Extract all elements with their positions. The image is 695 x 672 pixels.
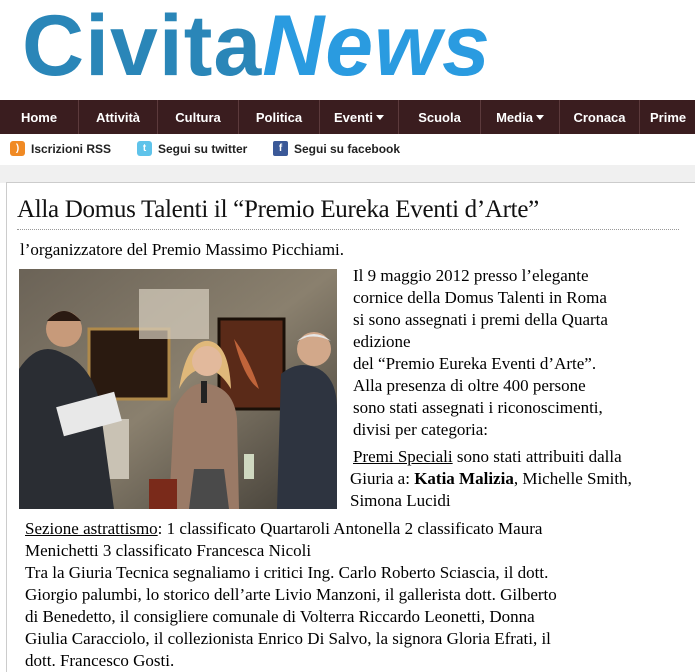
- nav-scuola[interactable]: Scuola: [399, 100, 481, 134]
- giuria-tecnica-line: di Benedetto, il consigliere comunale di Volterra Riccardo Leonetti, Donna: [25, 607, 535, 626]
- title-divider: [17, 229, 679, 230]
- nav-eventi[interactable]: Eventi: [320, 100, 399, 134]
- intro-line: si sono assegnati i premi della Quarta: [353, 310, 608, 329]
- facebook-link[interactable]: f Segui su facebook: [273, 141, 400, 156]
- nav-prime[interactable]: Prime: [640, 100, 695, 134]
- nav-politica[interactable]: Politica: [239, 100, 320, 134]
- twitter-icon: t: [137, 141, 152, 156]
- nav-home[interactable]: Home: [0, 100, 79, 134]
- premi-speciali-label: Premi Speciali: [353, 447, 453, 466]
- main-nav: [0, 100, 695, 134]
- logo-civita: Civita: [22, 0, 263, 94]
- site-logo[interactable]: [22, 0, 491, 96]
- nav-attivita[interactable]: Attività: [79, 100, 158, 134]
- winner-name: Katia Malizia: [414, 469, 514, 488]
- logo-news: News: [262, 0, 491, 94]
- winner-name: Quartaroli Antonella: [260, 519, 401, 538]
- nav-cronaca[interactable]: Cronaca: [560, 100, 640, 134]
- chevron-down-icon: [536, 115, 544, 120]
- facebook-icon: f: [273, 141, 288, 156]
- intro-line: Il 9 maggio 2012 presso l’elegante: [353, 266, 589, 285]
- sezione-line: Menichetti 3 classificato Francesca Nicoli: [25, 541, 312, 560]
- premi-speciali-line: Premi Speciali sono stati attribuiti dalla: [353, 447, 622, 466]
- nav-cultura[interactable]: Cultura: [158, 100, 239, 134]
- site-header: [0, 0, 695, 100]
- chevron-down-icon: [376, 115, 384, 120]
- giuria-tecnica-line: Giulia Caracciolo, il collezionista Enrico Di Salvo, la signora Gloria Efrati, il: [25, 629, 551, 648]
- rss-link[interactable]: ) Iscrizioni RSS: [10, 141, 111, 156]
- sezione-astrattismo-line: Sezione astrattismo: 1 classificato Quartaroli Antonella 2 classificato Maura: [25, 519, 543, 538]
- winner-name: Simona Lucidi: [350, 491, 451, 510]
- social-bar: [0, 134, 695, 166]
- separator-band: [0, 165, 695, 183]
- intro-line: sono stati assegnati i riconoscimenti,: [353, 398, 603, 417]
- giuria-tecnica-line: Tra la Giuria Tecnica segnaliamo i critici Ing. Carlo Roberto Sciascia, il dott.: [25, 563, 549, 582]
- intro-line: cornice della Domus Talenti in Roma: [353, 288, 607, 307]
- rss-icon: ): [10, 141, 25, 156]
- sezione-label: Sezione astrattismo: [25, 519, 158, 538]
- intro-line: del “Premio Eureka Eventi d’Arte”.: [353, 354, 597, 373]
- article-subtitle: l’organizzatore del Premio Massimo Picchiami.: [20, 240, 345, 259]
- award-photo: [19, 269, 337, 509]
- article-title: Alla Domus Talenti il “Premio Eureka Eventi d’Arte”: [17, 196, 539, 223]
- giuria-tecnica-line: Giorgio palumbi, lo storico dell’arte Livio Manzoni, il gallerista dott. Gilberto: [25, 585, 557, 604]
- nav-media[interactable]: Media: [481, 100, 560, 134]
- giuria-line: Giuria a: Katia Malizia, Michelle Smith,: [350, 469, 632, 488]
- twitter-link[interactable]: t Segui su twitter: [137, 141, 247, 156]
- intro-line: edizione: [353, 332, 411, 351]
- intro-line: Alla presenza di oltre 400 persone: [353, 376, 586, 395]
- giuria-tecnica-line: dott. Francesco Gosti.: [25, 651, 175, 670]
- intro-line: divisi per categoria:: [353, 420, 489, 439]
